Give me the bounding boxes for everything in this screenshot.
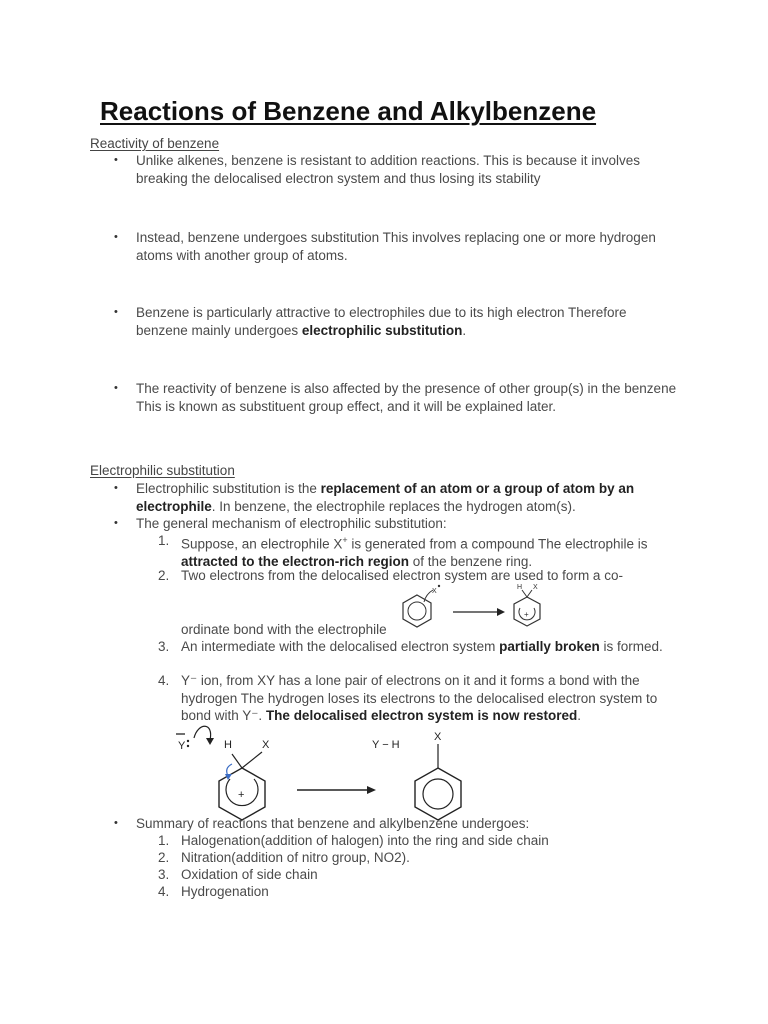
bold-definition: replacement of an atom or a group of atom by an electrophile	[136, 481, 635, 514]
diagram2-h-label: H	[224, 739, 232, 751]
summary-item-4: 4. Hydrogenation	[158, 884, 269, 899]
diagram2-product-label: Y − H	[372, 739, 400, 751]
bullet-reactivity-4: • The reactivity of benzene is also affected by the presence of other group(s) in the benzene This is known as substituent group effect, and it will be explained later.	[136, 380, 681, 415]
mechanism-step-1: 1. Suppose, an electrophile X+ is generated from a compound The electrophile is attracted to the electron-rich region of the benzene ring.	[158, 533, 648, 569]
diagram1-charge: +	[524, 610, 529, 619]
bullet-summary: • Summary of reactions that benzene and alkylbenzene undergoes:	[136, 815, 681, 833]
bullet-electrophilic-2: • The general mechanism of electrophilic substitution:	[136, 515, 681, 533]
bullet-reactivity-2: • Instead, benzene undergoes substitution This involves replacing one or more hydrogen atoms with another group of atoms.	[136, 229, 681, 264]
diagram2-product-x: X	[434, 731, 442, 743]
reaction-diagram-1	[395, 582, 570, 640]
summary-item-2: 2. Nitration(addition of nitro group, NO2).	[158, 850, 410, 865]
diagram1-x-label: X	[432, 588, 437, 595]
mechanism-step-2-line1: 2. Two electrons from the delocalised electron system are used to form a co-	[158, 568, 623, 583]
bullet-reactivity-3: • Benzene is particularly attractive to electrophiles due to its high electron Therefore benzene mainly undergoes electrophilic substitution.	[136, 304, 681, 339]
diagram2-x-label: X	[262, 739, 270, 751]
diagram2-charge: +	[238, 789, 245, 801]
section-heading-electrophilic: Electrophilic substitution	[90, 463, 235, 478]
reaction-diagram-2	[172, 724, 482, 824]
bullet-electrophilic-1: • Electrophilic substitution is the replacement of an atom or a group of atom by an electrophile. In benzene, the electrophile replaces the hydrogen atom(s).	[136, 480, 681, 515]
summary-item-1: 1. Halogenation(addition of halogen) into the ring and side chain	[158, 833, 549, 848]
page-title: Reactions of Benzene and Alkylbenzene	[100, 96, 597, 126]
bullet-reactivity-1: • Unlike alkenes, benzene is resistant to addition reactions. This is because it involves breaking the delocalised electron system and thus losing its stability	[136, 152, 681, 187]
bold-term: electrophilic substitution	[301, 322, 463, 338]
mechanism-step-2-line2: ordinate bond with the electrophile	[181, 622, 387, 637]
section-heading-reactivity: Reactivity of benzene	[90, 136, 220, 151]
summary-item-3: 3. Oxidation of side chain	[158, 867, 318, 882]
diagram1-x2-label: X	[533, 584, 538, 591]
mechanism-step-3: 3. An intermediate with the delocalised electron system partially broken is formed.	[158, 639, 663, 654]
diagram2-y-label: Y	[178, 740, 186, 752]
mechanism-step-4: 4. Y⁻ ion, from XY has a lone pair of electrons on it and it forms a bond with the hydrogen The hydrogen loses its electrons to the delocalised electron system to bond with Y⁻. The delocalised electron system is now restored.	[158, 673, 658, 723]
diagram1-h-label: H	[517, 584, 523, 591]
